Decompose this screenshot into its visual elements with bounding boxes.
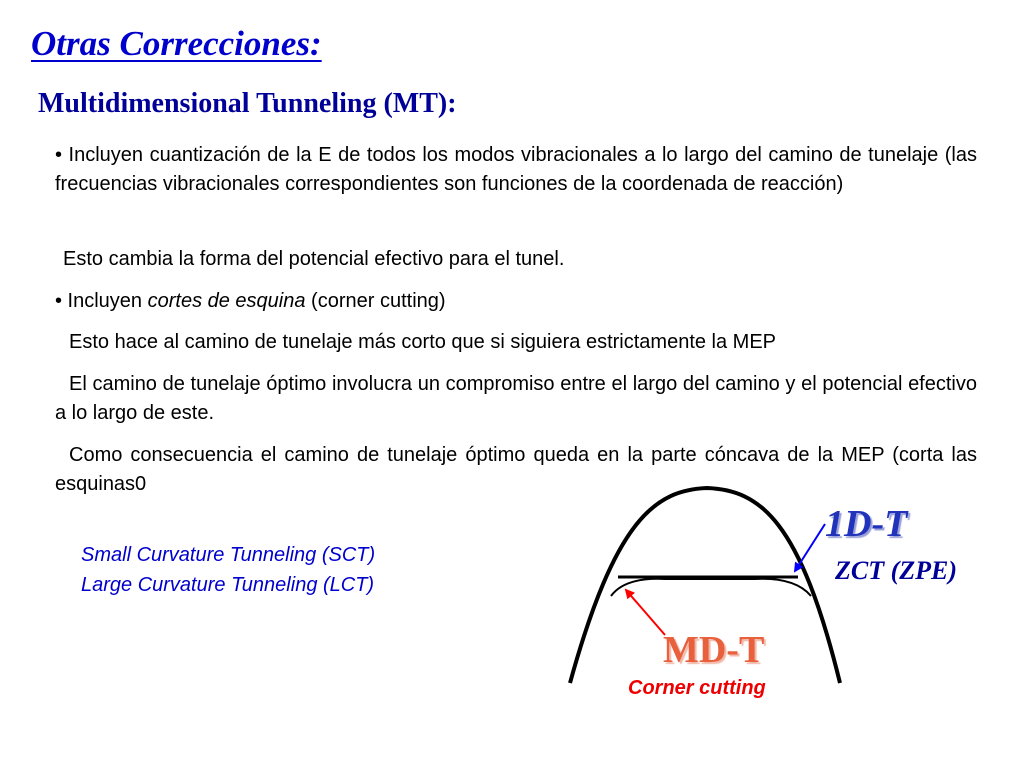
bullet-paragraph-corner-cutting	[55, 287, 977, 316]
tunneling-diagram	[555, 480, 1015, 705]
method-sct: Small Curvature Tunneling (SCT)	[81, 544, 376, 566]
method-lct: Large Curvature Tunneling (LCT)	[81, 574, 375, 596]
paragraph-concave-side: Como consecuencia el camino de tunelaje óptimo queda en la parte cóncava de la MEP (corta las esquinas0	[55, 444, 977, 495]
method-list	[81, 540, 375, 600]
section-subtitle: Multidimensional Tunneling (MT):	[38, 88, 457, 119]
slide-title: Otras Correcciones:	[31, 24, 322, 63]
italic-term: cortes de esquina	[147, 290, 306, 312]
paragraph-optimal-path: El camino de tunelaje óptimo involucra un compromiso entre el largo del camino y el potencial efectivo a lo largo de este.	[55, 373, 977, 424]
arrow-to-md-path	[626, 590, 665, 635]
paragraph-shorter-path: Esto hace al camino de tunelaje más corto que si siguiera estrictamente la MEP	[69, 331, 777, 353]
bullet-text-suffix: (corner cutting)	[305, 290, 446, 312]
label-zct: ZCT (ZPE)	[835, 556, 958, 585]
bullet-paragraph-quantization: • Incluyen cuantización de la E de todos los modos vibracionales a lo largo del camino de tunelaje (las frecuencias vibracionales correspondientes son funciones de la coordenada de reacción)	[55, 144, 977, 195]
label-corner-cutting: Corner cutting	[628, 677, 766, 699]
md-tunneling-path	[611, 579, 811, 596]
bullet-text-prefix: • Incluyen	[55, 290, 148, 312]
arrow-to-zct	[795, 524, 825, 571]
label-md-tunneling: MD-T	[663, 629, 765, 671]
label-1d-tunneling: 1D-T	[825, 503, 908, 545]
paragraph-effective-potential: Esto cambia la forma del potencial efectivo para el tunel.	[63, 248, 565, 270]
